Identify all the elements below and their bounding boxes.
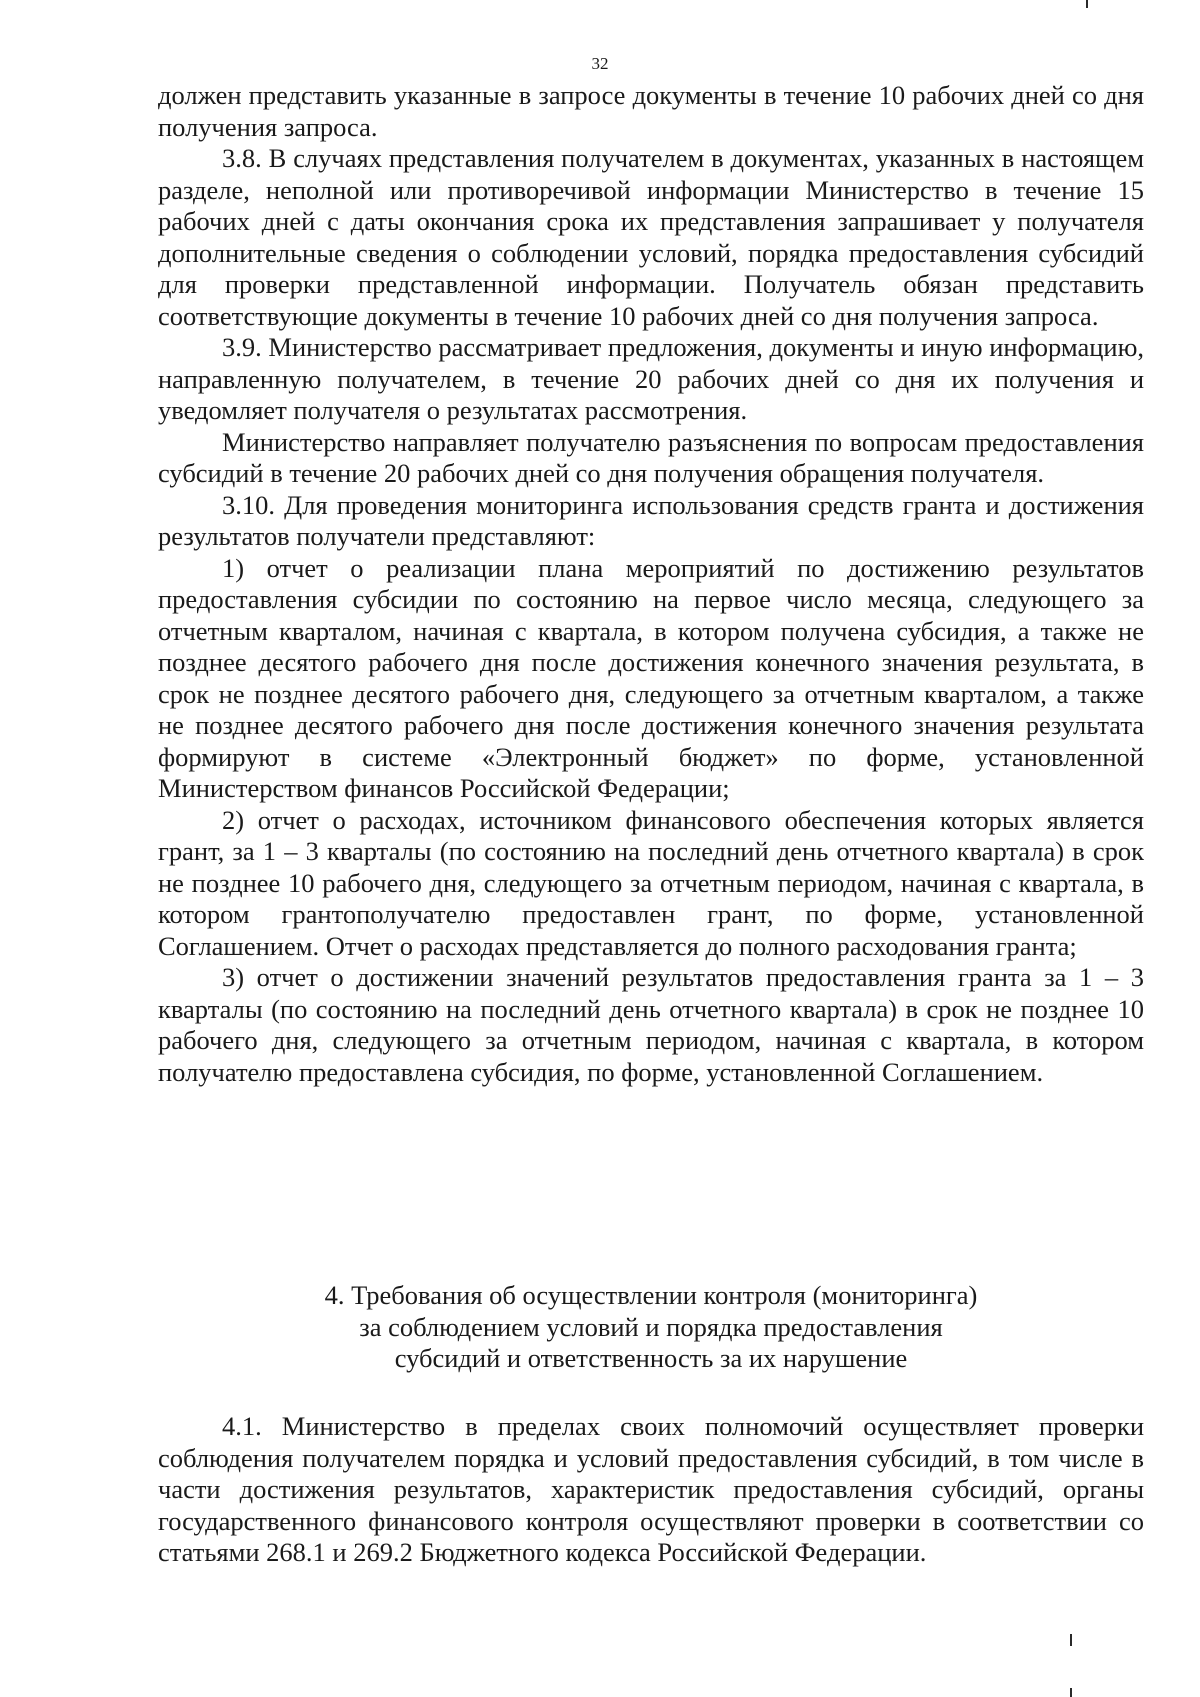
paragraph-3-10: 3.10. Для проведения мониторинга использования средств гранта и достижения результатов получатели представляют: — [158, 489, 1144, 551]
document-body — [158, 80, 1144, 1088]
scan-artifact — [1070, 1634, 1072, 1646]
list-item-3: 3) отчет о достижении значений результатов предоставления гранта за 1 – 3 кварталы (по состоянию на последний день отчетного квартала) в срок не позднее 10 рабочего дня, следующего за отчетным периодом, начиная с квартала, в котором получателю предоставлена субсидия, по форме, установленной Соглашением. — [158, 962, 1144, 1087]
section-4-heading-line: субсидий и ответственность за их нарушение — [394, 1343, 908, 1373]
paragraph-3-8: 3.8. В случаях представления получателем в документах, указанных в настоящем разделе, неполной или противоречивой информации Министерство в течение 15 рабочих дней с даты окончания срока их представления запрашивает у получателя дополнительные сведения о соблюдении условий, порядка предоставления субсидий для проверки представленной информации. Получатель обязан представить соответствующие документы в течение 10 рабочих дней со дня получения запроса. — [158, 143, 1144, 331]
list-item-1: 1) отчет о реализации плана мероприятий по достижению результатов предоставления субсидии по состоянию на первое число месяца, следующего за отчетным кварталом, начиная с квартала, в котором получена субсидия, а также не позднее десятого рабочего дня после достижения конечного значения результата, в срок не позднее десятого рабочего дня, следующего за отчетным кварталом, а также не позднее десятого рабочего дня после достижения конечного значения результата формируют в системе «Электронный бюджет» по форме, установленной Министерством финансов Российской Федерации; — [158, 552, 1144, 803]
paragraph-4-1: 4.1. Министерство в пределах своих полномочий осуществляет проверки соблюдения получателем порядка и условий предоставления субсидий, в том числе в части достижения результатов, характеристик предоставления субсидий, органы государственного финансового контроля осуществляют проверки в соответствии со статьями 268.1 и 269.2 Бюджетного кодекса Российской Федерации. — [158, 1411, 1144, 1567]
section-4-heading — [158, 1280, 1144, 1375]
section-4-heading-line: за соблюдением условий и порядка предоставления — [359, 1311, 943, 1342]
paragraph-3-9-clarifications: Министерство направляет получателю разъяснения по вопросам предоставления субсидий в течение 20 рабочих дней со дня получения обращения получателя. — [158, 426, 1144, 488]
scan-artifact — [1070, 1688, 1072, 1697]
paragraph-3-9: 3.9. Министерство рассматривает предложения, документы и иную информацию, направленную получателем, в течение 20 рабочих дней со дня их получения и уведомляет получателя о результатах рассмотрения. — [158, 332, 1144, 425]
page-number: 32 — [591, 54, 609, 73]
scan-artifact — [1086, 0, 1088, 8]
section-4-heading-line: 4. Требования об осуществлении контроля (мониторинга) — [324, 1280, 978, 1310]
paragraph-continuation: должен представить указанные в запросе документы в течение 10 рабочих дней со дня получения запроса. — [158, 80, 1144, 142]
list-item-2: 2) отчет о расходах, источником финансового обеспечения которых является грант, за 1 – 3 кварталы (по состоянию на последний день отчетного квартала) в срок не позднее 10 рабочего дня, следующего за отчетным периодом, начиная с квартала, в котором грантополучателю предоставлен грант, по форме, установленной Соглашением. Отчет о расходах представляется до полного расходования гранта; — [158, 804, 1144, 961]
section-4-body — [158, 1411, 1144, 1569]
